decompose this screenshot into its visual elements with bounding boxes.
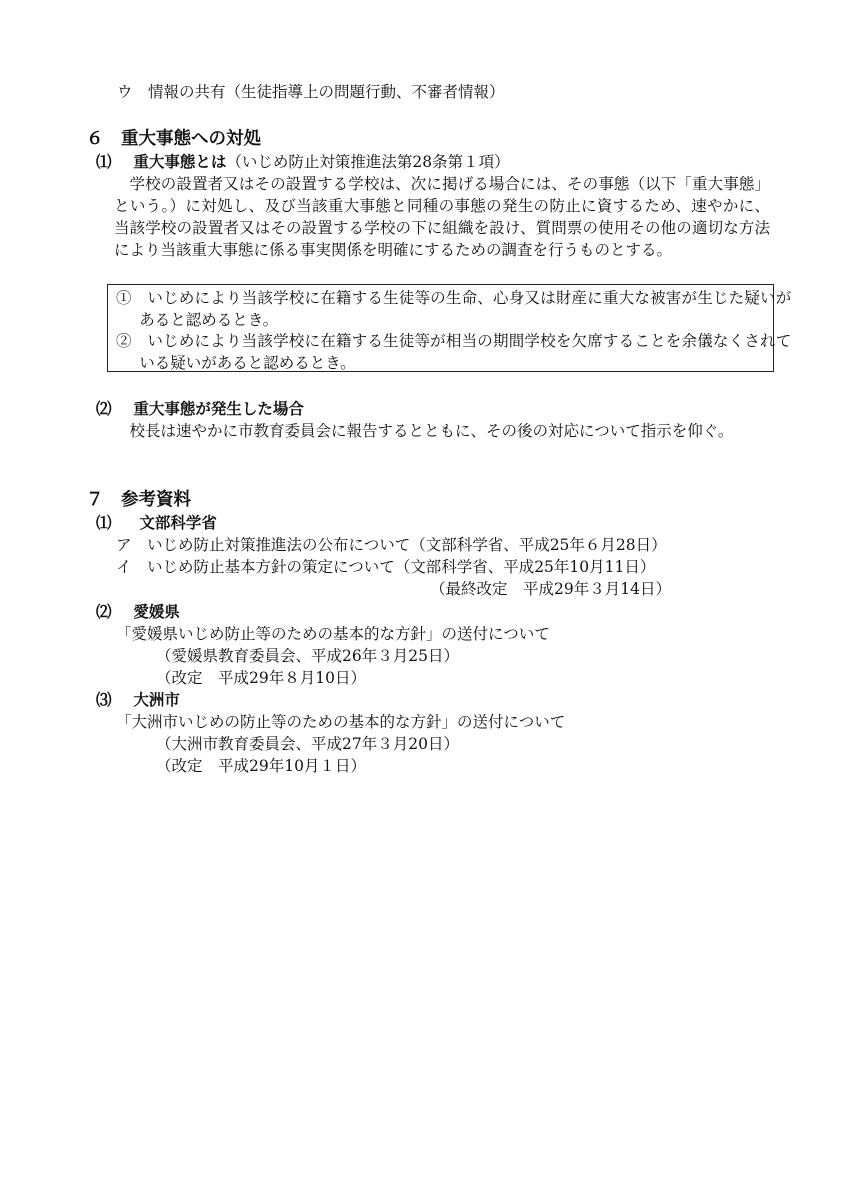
ehime-document: 「愛媛県いじめ防止等のための基本的な方針」の送付について [116,625,550,643]
sub1-reference: （いじめ防止対策推進法第28条第１項） [226,153,510,171]
sub2-number: ⑵ [96,400,112,418]
section-6-sub1 [96,151,510,173]
ozu-document: 「大洲市いじめの防止等のための基本的な方針」の送付について [116,713,566,731]
ozu-source: （大洲市教育委員会、平成27年３月20日） [156,735,459,753]
section-6-sub2 [96,398,304,420]
sub3-title: 大洲市 [133,691,180,709]
serious-incident-response: 校長は速やかに市教育委員会に報告するとともに、その後の対応について指示を仰ぐ。 [129,422,734,440]
section-7-sub1 [96,512,217,534]
criteria-item-1: ① いじめにより当該学校に在籍する生徒等の生命、心身又は財産に重大な被害が生じた疑いがあると認めるとき。 [116,289,792,329]
ehime-source: （愛媛県教育委員会、平成26年３月25日） [156,647,459,665]
sub1-number: ⑴ [96,153,112,171]
section-7-heading: ７ 参考資料 [86,490,191,510]
sub2-title: 重大事態が発生した場合 [133,400,304,418]
sub3-number: ⑶ [96,691,112,709]
section-7-sub2 [96,601,180,623]
mext-reference-i: イ いじめ防止基本方針の策定について（文部科学省、平成25年10月11日） [116,558,656,576]
sub1-title: 重大事態とは [133,153,227,171]
sub1-number: ⑴ [96,514,112,532]
serious-incident-definition: 学校の設置者又はその設置する学校は、次に掲げる場合には、その事態（以下「重大事態」という。）に対処し、及び当該重大事態と同種の事態の発生の防止に資するため、速やかに、当該学校の設置者又はその設置する学校の下に組織を設け、質問票の使用その他の適切な方法により当該重大事態に係る事実関係を明確にするための調査を行うものとする。 [114,175,770,259]
sub1-title: 文部科学省 [139,514,217,532]
info-sharing-item: ウ 情報の共有（生徒指導上の問題行動、不審者情報） [117,83,505,101]
sub2-title: 愛媛県 [133,603,180,621]
ozu-revision: （改定 平成29年10月１日） [156,757,366,775]
ehime-revision: （改定 平成29年８月10日） [156,669,366,687]
section-7-sub3 [96,689,180,711]
criteria-box [107,284,792,372]
criteria-item-2: ② いじめにより当該学校に在籍する生徒等が相当の期間学校を欠席することを余儀なくされている疑いがあると認めるとき。 [116,332,792,372]
sub2-number: ⑵ [96,603,112,621]
mext-reference-a: ア いじめ防止対策推進法の公布について（文部科学省、平成25年６月28日） [116,536,667,554]
mext-reference-i-revision: （最終改定 平成29年３月14日） [430,580,671,598]
section-6-heading: ６ 重大事態への対処 [86,129,261,149]
